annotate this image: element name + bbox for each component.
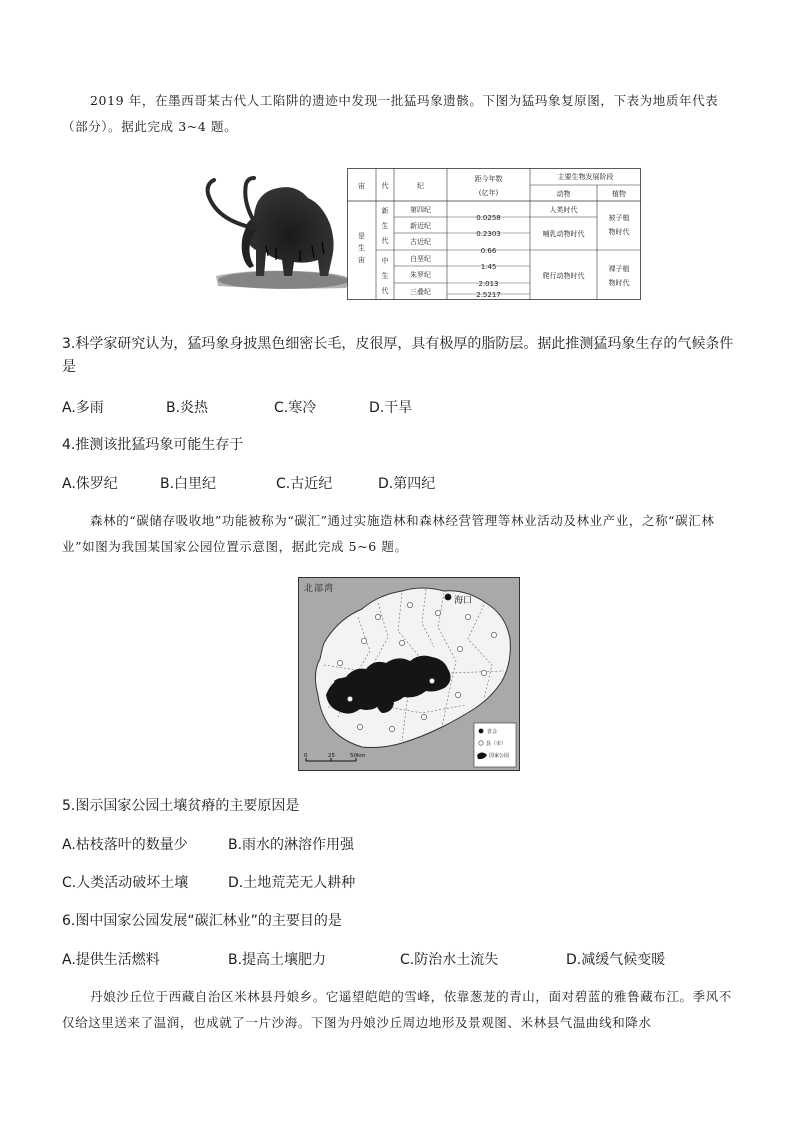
intro-paragraph-3: 丹娘沙丘位于西藏自治区米林县丹娘乡。它遥望皑皑的雪峰，依靠葱茏的青山，面对碧蓝的雅鲁藏布江。季风不仅给这里送来了温润，也成就了一片沙海。下图为丹娘沙丘周边地形及景观图、米林县气温曲线和降水 <box>62 989 732 1030</box>
age-value: 2.5217 <box>476 291 501 299</box>
q4-option-b[interactable]: B.白里纪 <box>160 476 217 492</box>
q6-option-b[interactable]: B.提高土壤肥力 <box>228 952 327 968</box>
question-6-stem: 6.图中国家公园发展“碳汇林业”的主要目的是 <box>62 913 342 929</box>
q3-option-c[interactable]: C.寒冷 <box>274 400 317 416</box>
period-quaternary: 第四纪 <box>410 206 431 214</box>
period-paleogene: 古近纪 <box>410 238 431 246</box>
header-plant: 植物 <box>612 190 626 198</box>
question-4-options <box>62 473 435 493</box>
period-triassic: 三叠纪 <box>410 288 431 296</box>
q3-option-b[interactable]: B.炎热 <box>166 400 209 416</box>
period-neogene: 新近纪 <box>410 222 431 230</box>
header-eon: 宙 <box>358 182 365 190</box>
q4-option-a[interactable]: A.侏罗纪 <box>62 476 118 492</box>
sea-label: 部 <box>314 584 324 594</box>
age-value: 0.0258 <box>476 214 501 222</box>
header-period: 纪 <box>417 182 424 190</box>
q3-option-d[interactable]: D.干旱 <box>369 400 413 416</box>
header-animal: 动物 <box>556 190 571 198</box>
q3-option-a[interactable]: A.多雨 <box>62 400 104 416</box>
legend-capital: 省会 <box>487 729 498 735</box>
question-5-options-row-1 <box>62 834 354 854</box>
animal-stage: 哺乳动物时代 <box>542 230 585 238</box>
q6-option-d[interactable]: D.减缓气候变暖 <box>566 952 666 968</box>
scale-tick: 25 <box>328 753 335 759</box>
plant-stage: 物时代 <box>608 228 630 236</box>
national-park-location-map <box>298 577 520 771</box>
plant-stage: 裸子植 <box>608 265 630 273</box>
eon-char: 宙 <box>358 256 365 264</box>
scale-tick: 50km <box>350 753 366 759</box>
eon-char: 是 <box>358 232 365 240</box>
q4-option-c[interactable]: C.古近纪 <box>276 476 333 492</box>
age-value: 0.2303 <box>476 230 501 238</box>
map-legend <box>474 723 516 767</box>
q5-option-c[interactable]: C.人类活动破坏土壤 <box>62 875 189 891</box>
header-era: 代 <box>381 182 389 190</box>
header-stage: 主要生物发展阶段 <box>557 173 614 181</box>
q4-option-d[interactable]: D.第四纪 <box>378 476 436 492</box>
period-jurassic: 朱罗纪 <box>410 271 431 279</box>
question-4-stem: 4.推测该批猛玛象可能生存于 <box>62 437 244 453</box>
animal-stage: 爬行动物时代 <box>542 272 585 280</box>
sea-label: 北 <box>304 584 314 594</box>
age-value: 0.66 <box>480 247 497 255</box>
scale-tick: 0 <box>304 753 308 759</box>
era-char: 新 <box>381 207 389 215</box>
sea-label: 湾 <box>324 584 334 594</box>
era-char: 代 <box>381 287 389 295</box>
plant-stage: 物时代 <box>608 279 630 287</box>
plant-stage: 被子植 <box>608 214 630 222</box>
era-char: 生 <box>381 272 389 280</box>
era-char: 代 <box>381 237 389 245</box>
q5-option-a[interactable]: A.枯枝落叶的数量少 <box>62 837 188 853</box>
q6-option-a[interactable]: A.提供生活燃料 <box>62 952 160 968</box>
geologic-time-table <box>347 168 641 300</box>
question-3-options <box>62 397 412 417</box>
question-3-stem: 3.科学家研究认为，猛玛象身披黑色细密长毛，皮很厚，具有极厚的脂防层。据此推测猛玛象生存的气候条件是 <box>62 336 734 375</box>
legend-county: 县（市） <box>486 741 507 747</box>
era-char: 生 <box>381 222 389 230</box>
q5-option-b[interactable]: B.雨水的淋溶作用强 <box>228 837 355 853</box>
intro-paragraph-2: 森林的“碳储存吸收地”功能被称为“碳汇”通过实施造林和森林经营管理等林业活动及林业产业，之称“碳汇林业”如图为我国某国家公园位置示意图，据此完成 5~6 题。 <box>62 513 715 554</box>
age-value: 1.45 <box>480 263 497 271</box>
period-cretaceous: 白垩纪 <box>410 255 431 263</box>
era-char: 中 <box>381 257 389 265</box>
question-5-options-row-2 <box>62 872 355 892</box>
header-age-1: 距今年数 <box>474 175 503 183</box>
intro-paragraph-1: 2019 年，在墨西哥某古代人工陷阱的遗迹中发现一批猛玛象遗骸。下图为猛玛象复原图，下表为地质年代表（部分）。据此完成 3~4 题。 <box>62 93 719 134</box>
header-age-2: (亿年) <box>478 189 499 197</box>
q5-option-d[interactable]: D.土地荒芜无人耕种 <box>228 875 356 891</box>
q6-option-c[interactable]: C.防治水土流失 <box>400 952 499 968</box>
question-5-stem: 5.图示国家公园土壤贫瘠的主要原因是 <box>62 798 300 814</box>
animal-stage: 人类时代 <box>549 206 578 214</box>
legend-park: 国家公园 <box>489 753 510 759</box>
city-label-haikou: 海口 <box>454 596 473 606</box>
mammoth-illustration <box>196 176 352 294</box>
age-value: 2.013 <box>478 280 499 288</box>
question-6-options <box>62 949 665 969</box>
eon-char: 生 <box>358 244 365 252</box>
